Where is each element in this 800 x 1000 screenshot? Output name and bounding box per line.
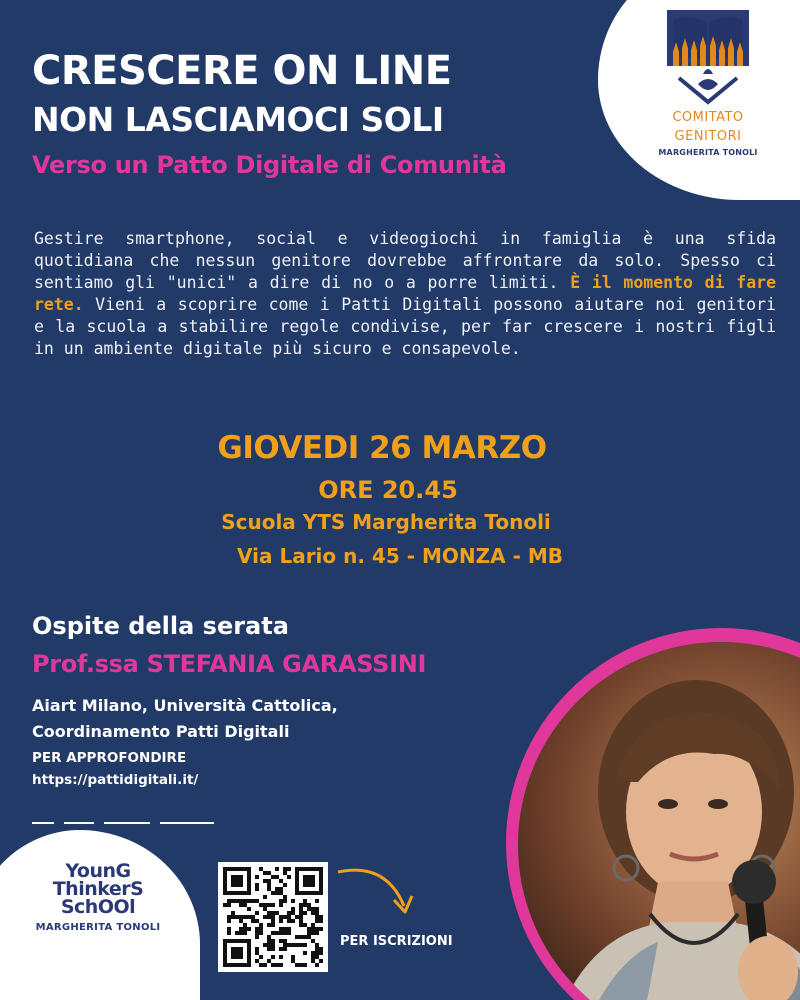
guest-affiliation-line2: Coordinamento Patti Digitali xyxy=(32,722,290,741)
poster-title-line2: NON LASCIAMOCI SOLI xyxy=(32,100,444,139)
committee-logo-line3: MARGHERITA TONOLI xyxy=(658,148,758,157)
event-address: Via Lario n. 45 - MONZA - MB xyxy=(237,544,563,568)
poster-title-line1: CRESCERE ON LINE xyxy=(32,48,452,94)
more-info-link[interactable]: https://pattidigitali.it/ xyxy=(32,772,199,788)
guest-name: Prof.ssa STEFANIA GARASSINI xyxy=(32,650,427,678)
intro-text-end: Vieni a scoprire come i Patti Digitali possono aiutare noi genitori e la scuola a stabilire regole condivise, per far crescere i nostri figli in un ambiente digitale più sicuro e consapevole. xyxy=(34,295,776,358)
event-time: ORE 20.45 xyxy=(318,476,458,504)
intro-text-start: Gestire smartphone, social e videogiochi in famiglia è una sfida quotidiana che nessun genitore dovrebbe affrontare da solo. Spesso ci sentiamo gli "unici" a dire di no o a porre limiti. xyxy=(34,229,776,292)
school-logo-subtitle: MARGHERITA TONOLI xyxy=(35,922,161,933)
school-logo xyxy=(18,862,178,933)
registration-label: PER ISCRIZIONI xyxy=(340,934,453,949)
guest-affiliation-line1: Aiart Milano, Università Cattolica, xyxy=(32,696,338,715)
decorative-dashes xyxy=(32,812,224,831)
school-logo-line2: ThinkerS xyxy=(52,878,144,900)
guest-photo xyxy=(518,642,800,1000)
school-logo-line1: YounG xyxy=(65,860,131,882)
committee-logo xyxy=(652,8,764,157)
curved-arrow-icon xyxy=(332,862,422,926)
school-logo-line3: SchOOl xyxy=(60,896,136,918)
committee-logo-line2: GENITORI xyxy=(674,129,742,144)
event-venue: Scuola YTS Margherita Tonoli xyxy=(221,510,551,534)
intro-paragraph xyxy=(34,228,776,360)
book-hands-icon xyxy=(665,8,751,106)
poster-subtitle: Verso un Patto Digitale di Comunità xyxy=(32,151,507,179)
qr-code-icon[interactable] xyxy=(218,862,328,972)
intro-highlight: È il momento di fare rete. xyxy=(34,273,776,314)
guest-heading: Ospite della serata xyxy=(32,612,289,640)
event-date: GIOVEDI 26 MARZO xyxy=(217,430,547,466)
committee-logo-line1: COMITATO xyxy=(672,110,744,125)
more-info-label: PER APPROFONDIRE xyxy=(32,750,187,766)
